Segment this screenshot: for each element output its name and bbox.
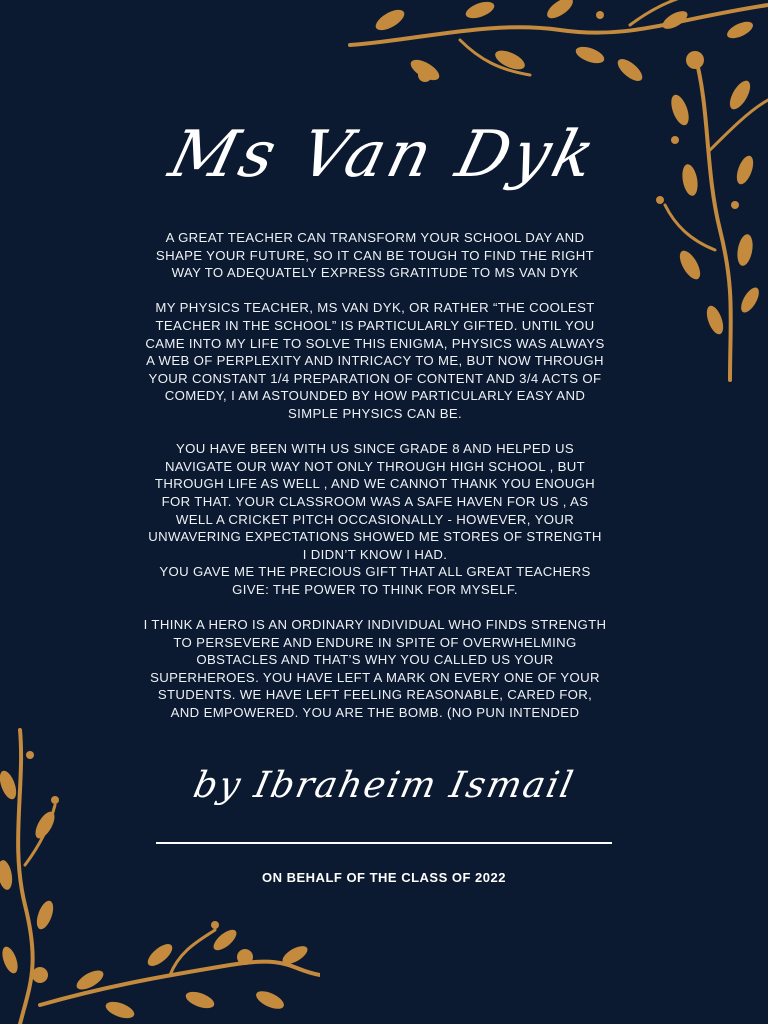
footer-text: ON BEHALF OF THE CLASS OF 2022: [262, 870, 506, 885]
paragraph-1: A GREAT TEACHER CAN TRANSFORM YOUR SCHOOL DAY AND SHAPE YOUR FUTURE, SO IT CAN BE TOUGH TO FIND THE RIGHT WAY TO ADEQUATELY EXPRESS GRATITUDE TO MS VAN DYK: [155, 230, 595, 281]
page-title: Ms Van Dyk: [162, 118, 606, 192]
letter-body: [132, 229, 618, 739]
signature: by Ibraheim Ismail: [189, 765, 579, 806]
paragraph-4: I THINK A HERO IS AN ORDINARY INDIVIDUAL WHO FINDS STRENGTH TO PERSEVERE AND ENDURE IN SPITE OF OVERWHELMING OBSTACLES AND THAT’S WHY YOU CALLED US YOUR SUPERHEROES. YOU HAVE LEFT A MARK ON EVERY ONE OF YOUR STUDENTS. WE HAVE LEFT FEELING REASONABLE, CARED FOR, AND EMPOWERED. YOU ARE THE BOMB. (NO PUN INTENDED: [143, 617, 607, 721]
paragraph-2: MY PHYSICS TEACHER, MS VAN DYK, OR RATHER “THE COOLEST TEACHER IN THE SCHOOL” IS PARTICULARLY GIFTED. UNTIL YOU CAME INTO MY LIFE TO SOLVE THIS ENIGMA, PHYSICS WAS ALWAYS A WEB OF PERPLEXITY AND INTRICACY TO ME, BUT NOW THROUGH YOUR CONSTANT 1/4 PREPARATION OF CONTENT AND 3/4 ACTS OF COMEDY, I AM ASTOUNDED BY HOW PARTICULARLY EASY AND SIMPLE PHYSICS CAN BE.: [145, 300, 605, 421]
paragraph-3: YOU HAVE BEEN WITH US SINCE GRADE 8 AND HELPED US NAVIGATE OUR WAY NOT ONLY THROUGH HIGH SCHOOL , BUT THROUGH LIFE AS WELL , AND WE CANNOT THANK YOU ENOUGH FOR THAT. YOUR CLASSROOM WAS A SAFE HAVEN FOR US , AS WELL A CRICKET PITCH OCCASIONALLY - HOWEVER, YOUR UNWAVERING EXPECTATIONS SHOWED ME STORES OF STRENGTH I DIDN’T KNOW I HAD. YOU GAVE ME THE PRECIOUS GIFT THAT ALL GREAT TEACHERS GIVE: THE POWER TO THINK FOR MYSELF.: [148, 441, 602, 597]
divider: [156, 842, 612, 844]
